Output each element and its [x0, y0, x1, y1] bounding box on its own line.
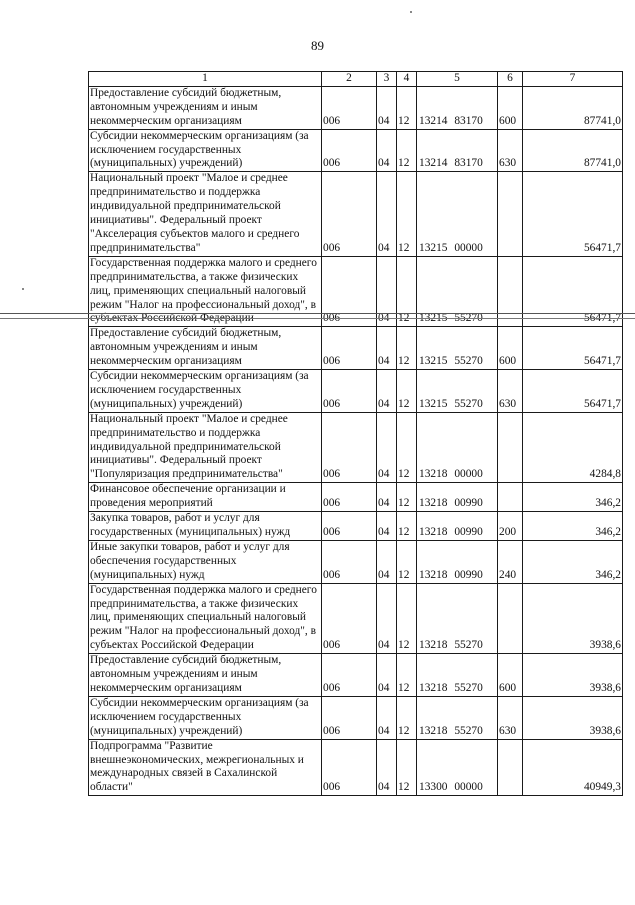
- header-cell: 4: [397, 72, 417, 87]
- page-number: 89: [311, 38, 324, 53]
- row-name-cell: Национальный проект "Малое и среднее предпринимательство и поддержка индивидуальной предпринимательской инициативы". Федеральный проект "Популяризация предпринимательства": [89, 412, 322, 483]
- table-row: [89, 412, 623, 483]
- header-cell: 1: [89, 72, 322, 87]
- row-ministry-code: 006: [322, 483, 377, 512]
- row-amount: 3938,6: [523, 583, 623, 654]
- row-amount: 56471,7: [523, 370, 623, 413]
- row-amount: 346,2: [523, 483, 623, 512]
- row-ministry-code: 006: [322, 540, 377, 583]
- row-name-cell: Государственная поддержка малого и среднего предпринимательства, а также физических лиц, применяющих специальный налоговый режим "Налог на профессиональный доход", в субъектах Российской Федерации: [89, 583, 322, 654]
- row-expense-type: [498, 739, 523, 796]
- row-expense-type: 240: [498, 540, 523, 583]
- row-ministry-code: 006: [322, 86, 377, 129]
- row-section-code: 04: [377, 696, 397, 739]
- row-section-code: 04: [377, 739, 397, 796]
- table-body: [89, 86, 623, 795]
- row-expense-type: 600: [498, 654, 523, 697]
- row-section-code: 04: [377, 654, 397, 697]
- row-subsection-code: 12: [397, 327, 417, 370]
- row-name-cell: Подпрограмма "Развитие внешнеэкономических, межрегиональных и международных связей в Сахалинской области": [89, 739, 322, 796]
- table-row: [89, 370, 623, 413]
- row-target-article: 13300 00000: [417, 739, 498, 796]
- row-target-article: 13214 83170: [417, 129, 498, 172]
- row-section-code: 04: [377, 483, 397, 512]
- table-row: [89, 172, 623, 256]
- scan-speck: [410, 11, 412, 13]
- table-row: [89, 483, 623, 512]
- row-name-cell: Финансовое обеспечение организации и проведения мероприятий: [89, 483, 322, 512]
- header-cell: 2: [322, 72, 377, 87]
- row-subsection-code: 12: [397, 129, 417, 172]
- row-name-cell: Иные закупки товаров, работ и услуг для обеспечения государственных (муниципальных) нужд: [89, 540, 322, 583]
- budget-table: [88, 71, 623, 796]
- row-subsection-code: 12: [397, 512, 417, 541]
- table-row: [89, 86, 623, 129]
- row-section-code: 04: [377, 256, 397, 327]
- row-amount: 56471,7: [523, 327, 623, 370]
- row-subsection-code: 12: [397, 583, 417, 654]
- row-ministry-code: 006: [322, 739, 377, 796]
- row-ministry-code: 006: [322, 327, 377, 370]
- row-amount: 3938,6: [523, 654, 623, 697]
- row-subsection-code: 12: [397, 86, 417, 129]
- row-ministry-code: 006: [322, 172, 377, 256]
- row-name-cell: Субсидии некоммерческим организациям (за исключением государственных (муниципальных) учреждений): [89, 696, 322, 739]
- table-row: [89, 129, 623, 172]
- row-ministry-code: 006: [322, 412, 377, 483]
- row-section-code: 04: [377, 172, 397, 256]
- row-subsection-code: 12: [397, 172, 417, 256]
- row-expense-type: [498, 583, 523, 654]
- row-ministry-code: 006: [322, 370, 377, 413]
- row-expense-type: 630: [498, 370, 523, 413]
- row-ministry-code: 006: [322, 256, 377, 327]
- row-ministry-code: 006: [322, 129, 377, 172]
- row-section-code: 04: [377, 583, 397, 654]
- row-target-article: 13215 55270: [417, 256, 498, 327]
- table-row: [89, 696, 623, 739]
- row-section-code: 04: [377, 512, 397, 541]
- row-amount: 56471,7: [523, 256, 623, 327]
- row-amount: 346,2: [523, 512, 623, 541]
- table-row: [89, 512, 623, 541]
- row-target-article: 13218 00990: [417, 540, 498, 583]
- row-target-article: 13218 55270: [417, 654, 498, 697]
- row-expense-type: 200: [498, 512, 523, 541]
- row-name-cell: Предоставление субсидий бюджетным, автономным учреждениям и иным некоммерческим организациям: [89, 86, 322, 129]
- table-row: [89, 327, 623, 370]
- header-cell: 7: [523, 72, 623, 87]
- row-ministry-code: 006: [322, 512, 377, 541]
- table-row: [89, 540, 623, 583]
- row-target-article: 13218 00990: [417, 512, 498, 541]
- row-amount: 3938,6: [523, 696, 623, 739]
- row-subsection-code: 12: [397, 370, 417, 413]
- row-name-cell: Национальный проект "Малое и среднее предпринимательство и поддержка индивидуальной предпринимательской инициативы". Федеральный проект "Акселерация субъектов малого и среднего предпринимательства": [89, 172, 322, 256]
- row-expense-type: 600: [498, 327, 523, 370]
- row-subsection-code: 12: [397, 654, 417, 697]
- row-section-code: 04: [377, 327, 397, 370]
- table-row: [89, 256, 623, 327]
- row-section-code: 04: [377, 86, 397, 129]
- row-subsection-code: 12: [397, 540, 417, 583]
- header-row: [89, 72, 623, 87]
- row-subsection-code: 12: [397, 483, 417, 512]
- row-expense-type: 630: [498, 129, 523, 172]
- row-target-article: 13218 00990: [417, 483, 498, 512]
- row-target-article: 13214 83170: [417, 86, 498, 129]
- table-row: [89, 739, 623, 796]
- header-cell: 5: [417, 72, 498, 87]
- row-name-cell: Государственная поддержка малого и среднего предпринимательства, а также физических лиц, применяющих специальный налоговый режим "Налог на профессиональный доход", в субъектах Российской Федерации: [89, 256, 322, 327]
- row-subsection-code: 12: [397, 412, 417, 483]
- row-subsection-code: 12: [397, 696, 417, 739]
- scan-fold-line: [0, 313, 635, 314]
- row-subsection-code: 12: [397, 256, 417, 327]
- row-target-article: 13215 55270: [417, 327, 498, 370]
- row-name-cell: Субсидии некоммерческим организациям (за исключением государственных (муниципальных) учреждений): [89, 370, 322, 413]
- row-ministry-code: 006: [322, 696, 377, 739]
- table-row: [89, 654, 623, 697]
- row-section-code: 04: [377, 370, 397, 413]
- row-name-cell: Предоставление субсидий бюджетным, автономным учреждениям и иным некоммерческим организациям: [89, 654, 322, 697]
- row-expense-type: 600: [498, 86, 523, 129]
- row-expense-type: 630: [498, 696, 523, 739]
- row-name-cell: Предоставление субсидий бюджетным, автономным учреждениям и иным некоммерческим организациям: [89, 327, 322, 370]
- row-amount: 40949,3: [523, 739, 623, 796]
- row-expense-type: [498, 483, 523, 512]
- row-section-code: 04: [377, 540, 397, 583]
- row-target-article: 13215 00000: [417, 172, 498, 256]
- row-amount: 56471,7: [523, 172, 623, 256]
- row-ministry-code: 006: [322, 654, 377, 697]
- row-subsection-code: 12: [397, 739, 417, 796]
- row-amount: 87741,0: [523, 86, 623, 129]
- row-section-code: 04: [377, 129, 397, 172]
- table-row: [89, 583, 623, 654]
- row-name-cell: Субсидии некоммерческим организациям (за исключением государственных (муниципальных) учреждений): [89, 129, 322, 172]
- header-cell: 3: [377, 72, 397, 87]
- row-expense-type: [498, 172, 523, 256]
- row-target-article: 13218 55270: [417, 696, 498, 739]
- row-expense-type: [498, 412, 523, 483]
- row-expense-type: [498, 256, 523, 327]
- row-name-cell: Закупка товаров, работ и услуг для государственных (муниципальных) нужд: [89, 512, 322, 541]
- scan-speck: [22, 288, 24, 290]
- scan-fold-line: [0, 318, 635, 319]
- row-amount: 87741,0: [523, 129, 623, 172]
- row-target-article: 13218 00000: [417, 412, 498, 483]
- header-cell: 6: [498, 72, 523, 87]
- row-section-code: 04: [377, 412, 397, 483]
- row-amount: 346,2: [523, 540, 623, 583]
- row-target-article: 13215 55270: [417, 370, 498, 413]
- row-amount: 4284,8: [523, 412, 623, 483]
- row-target-article: 13218 55270: [417, 583, 498, 654]
- row-ministry-code: 006: [322, 583, 377, 654]
